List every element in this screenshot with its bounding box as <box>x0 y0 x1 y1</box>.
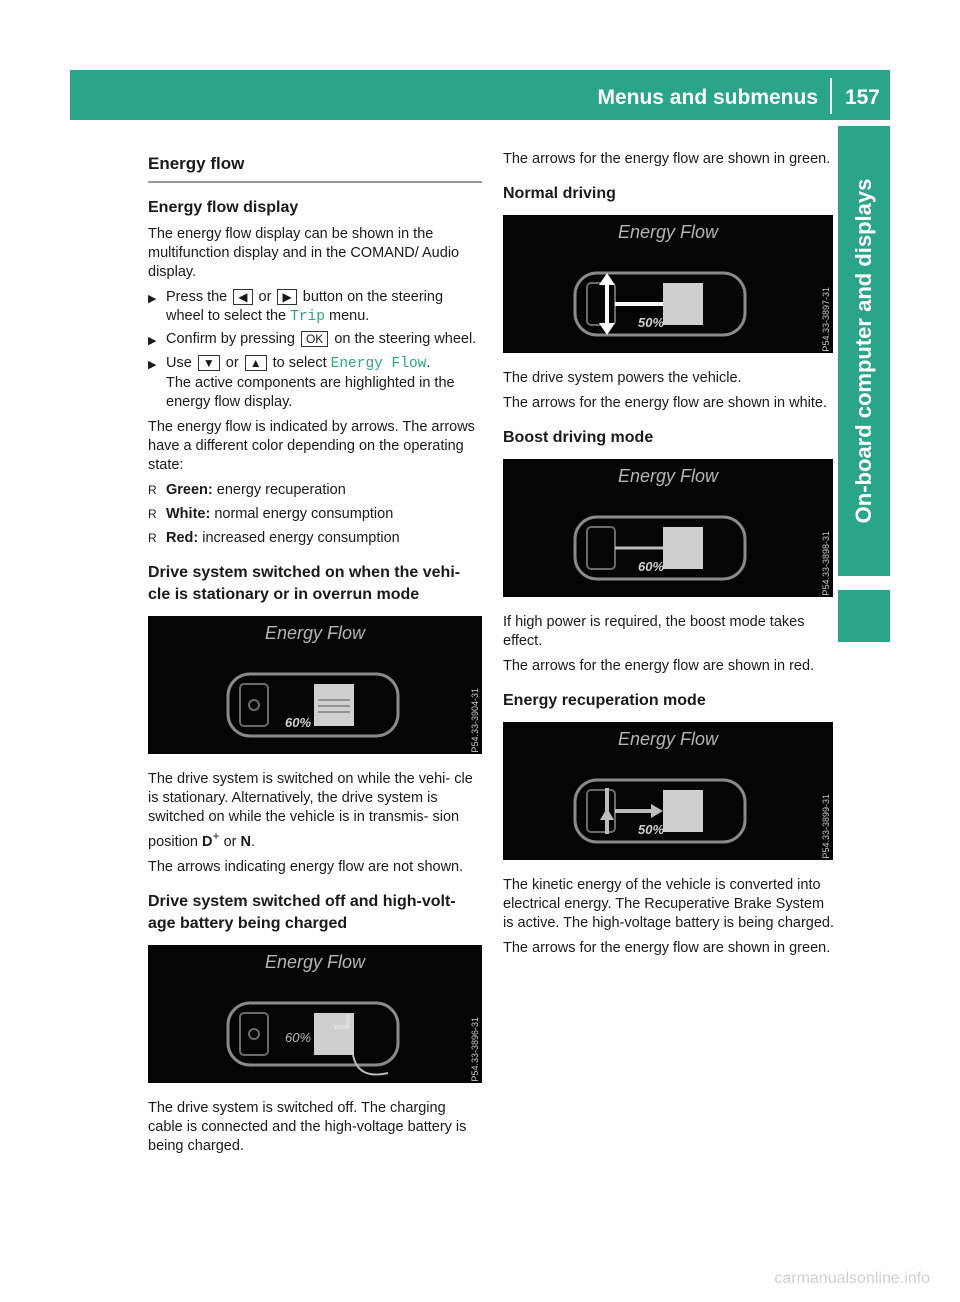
section-title: Menus and submenus <box>597 86 818 109</box>
subheading-energy-flow-display: Energy flow display <box>148 199 299 216</box>
header-divider <box>830 78 832 114</box>
battery-percent: 50% <box>638 822 665 837</box>
subheading-charging: Drive system switched off and high-volt- age battery being charged <box>148 892 456 932</box>
bullet-icon: R <box>148 531 157 545</box>
car-topview-icon <box>503 215 833 353</box>
energy-flow-figure-recuperation <box>503 722 833 860</box>
figure-code: P54.33-3896-31 <box>470 1016 481 1082</box>
recuperation-text: The kinetic energy of the vehicle is converted into electrical energy. The Recuperative Brake System is active. The high-voltage battery is being charged. <box>503 877 835 931</box>
car-topview-icon <box>503 459 833 597</box>
subheading-normal-driving: Normal driving <box>503 185 616 202</box>
energy-flow-menu-label: Energy Flow <box>330 356 427 372</box>
step-arrow-icon: ▶ <box>148 335 157 347</box>
instruction-step: ▶ Use ▼ or ▲ to select Energy Flow. The active components are highlighted in the energy flow display. <box>148 355 455 410</box>
battery-percent: 50% <box>638 315 665 330</box>
list-item: R White: normal energy consumption <box>148 506 394 522</box>
figure-code: P54.33-3899-31 <box>821 794 832 859</box>
page-number: 157 <box>844 86 880 109</box>
green-arrows-text: The arrows for the energy flow are shown in green. <box>503 151 831 167</box>
energy-flow-figure-boost <box>503 459 833 597</box>
boost-text: If high power is required, the boost mode takes effect. <box>503 614 805 649</box>
white-arrows-text: The arrows for the energy flow are shown in white. <box>503 395 827 411</box>
car-topview-icon <box>148 616 482 754</box>
arrows-explanation: The energy flow is indicated by arrows. The arrows have a different color depending on the operating state: <box>148 419 475 473</box>
instruction-step: ▶ Press the ◀ or ▶ button on the steering wheel to select the Trip menu. <box>148 289 444 325</box>
bullet-icon: R <box>148 507 157 521</box>
normal-driving-text: The drive system powers the vehicle. <box>503 370 742 386</box>
subheading-stationary: Drive system switched on when the vehi- cle is stationary or in overrun mode <box>148 564 461 603</box>
green-arrows-text: The arrows for the energy flow are shown in green. <box>503 940 831 956</box>
down-button-key: ▼ <box>198 355 220 371</box>
figure-title: Energy Flow <box>617 222 719 242</box>
step-arrow-icon: ▶ <box>148 359 157 371</box>
figure-code: P54.33-3898-31 <box>821 531 832 596</box>
ok-button-key: OK <box>301 331 328 347</box>
figure-title: Energy Flow <box>264 951 366 972</box>
battery-percent: 60% <box>285 715 312 730</box>
chapter-marker <box>838 590 890 642</box>
arrows-not-shown-text: The arrows indicating energy flow are not shown. <box>148 858 464 875</box>
right-column <box>503 150 837 964</box>
chapter-tab-label: On-board computer and displays <box>851 178 876 524</box>
list-item: R Red: increased energy consumption <box>148 530 400 546</box>
red-arrows-text: The arrows for the energy flow are shown in red. <box>503 658 815 674</box>
battery-percent: 60% <box>638 559 665 574</box>
stationary-text: The drive system is switched on while the vehi- cle is stationary. Alternatively, the drive system is switched on while the vehicle is in transmis- sion position D+ or N. <box>148 771 473 850</box>
energy-flow-figure-normal <box>503 215 833 353</box>
figure-code: P54.33-3904-31 <box>470 688 481 753</box>
section-heading: Energy flow <box>148 154 482 183</box>
figure-title: Energy Flow <box>264 623 366 643</box>
subheading-boost-mode: Boost driving mode <box>503 429 654 446</box>
up-button-key: ▲ <box>245 355 267 371</box>
battery-percent: 60% <box>285 1029 312 1045</box>
intro-text: The energy flow display can be shown in the multifunction display and in the COMAND/ Audio display. <box>148 226 460 280</box>
figure-code: P54.33-3897-31 <box>821 287 832 352</box>
figure-title: Energy Flow <box>617 466 719 486</box>
energy-flow-figure-stationary <box>148 616 482 754</box>
step-arrow-icon: ▶ <box>148 293 157 305</box>
right-button-key: ▶ <box>277 289 296 305</box>
energy-flow-figure-charging <box>148 945 482 1083</box>
watermark: carmanualsonline.info <box>774 1270 930 1287</box>
instruction-step: ▶ Confirm by pressing OK on the steering wheel. <box>148 330 482 351</box>
chapter-tab <box>838 126 890 576</box>
car-topview-icon <box>503 722 833 860</box>
header-bar <box>70 70 890 120</box>
subheading-recuperation-mode: Energy recuperation mode <box>503 692 706 709</box>
car-topview-icon <box>148 945 482 1083</box>
left-button-key: ◀ <box>233 289 252 305</box>
trip-menu-label: Trip <box>290 309 325 325</box>
figure-title: Energy Flow <box>617 729 719 749</box>
left-column <box>148 150 482 1162</box>
list-item: R Green: energy recuperation <box>148 482 346 498</box>
bullet-icon: R <box>148 483 157 497</box>
charging-text: The drive system is switched off. The charging cable is connected and the high-voltage battery is being charged. <box>148 1099 467 1154</box>
